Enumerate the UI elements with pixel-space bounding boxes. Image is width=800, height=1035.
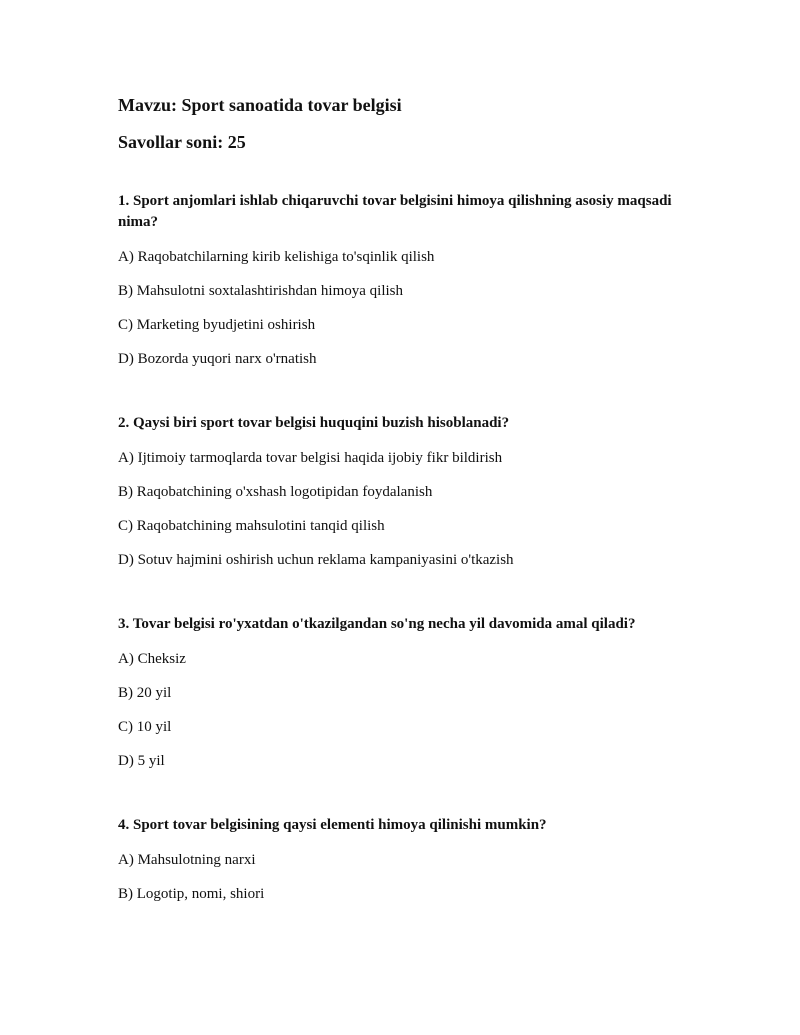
question-text: 3. Tovar belgisi ro'yxatdan o'tkazilgandan so'ng necha yil davomida amal qiladi? [118, 616, 636, 632]
answer-option-b: B) Mahsulotni soxtalashtirishdan himoya qilish [118, 283, 403, 299]
answer-option-c: C) Marketing byudjetini oshirish [118, 317, 316, 333]
answer-option-d: D) 5 yil [118, 753, 165, 769]
answer-option-d: D) Bozorda yuqori narx o'rnatish [118, 351, 317, 367]
question-1 [118, 191, 678, 369]
answer-option-c: C) Raqobatchining mahsulotini tanqid qilish [118, 518, 385, 534]
question-text: 1. Sport anjomlari ishlab chiqaruvchi tovar belgisini himoya qilishning asosiy maqsadi nima? [118, 193, 672, 230]
answer-options [118, 247, 678, 369]
question-count: Savollar soni: 25 [118, 132, 246, 152]
answer-option-a: A) Ijtimoiy tarmoqlarda tovar belgisi haqida ijobiy fikr bildirish [118, 450, 503, 466]
document-content [118, 93, 678, 904]
answer-option-b: B) Raqobatchining o'xshash logotipidan foydalanish [118, 484, 433, 500]
answer-option-c: C) 10 yil [118, 719, 172, 735]
answer-options [118, 448, 678, 570]
answer-option-a: A) Mahsulotning narxi [118, 852, 256, 868]
answer-options [118, 850, 678, 904]
question-text: 4. Sport tovar belgisining qaysi elementi himoya qilinishi mumkin? [118, 817, 547, 833]
answer-option-a: A) Raqobatchilarning kirib kelishiga to'sqinlik qilish [118, 249, 435, 265]
answer-options [118, 649, 678, 771]
answer-option-d: D) Sotuv hajmini oshirish uchun reklama kampaniyasini o'tkazish [118, 552, 514, 568]
document-title: Mavzu: Sport sanoatida tovar belgisi [118, 95, 402, 115]
question-text: 2. Qaysi biri sport tovar belgisi huquqini buzish hisoblanadi? [118, 415, 510, 431]
answer-option-b: B) Logotip, nomi, shiori [118, 886, 265, 902]
answer-option-b: B) 20 yil [118, 685, 172, 701]
question-2 [118, 413, 678, 570]
question-4 [118, 815, 678, 904]
question-3 [118, 614, 678, 771]
answer-option-a: A) Cheksiz [118, 651, 186, 667]
